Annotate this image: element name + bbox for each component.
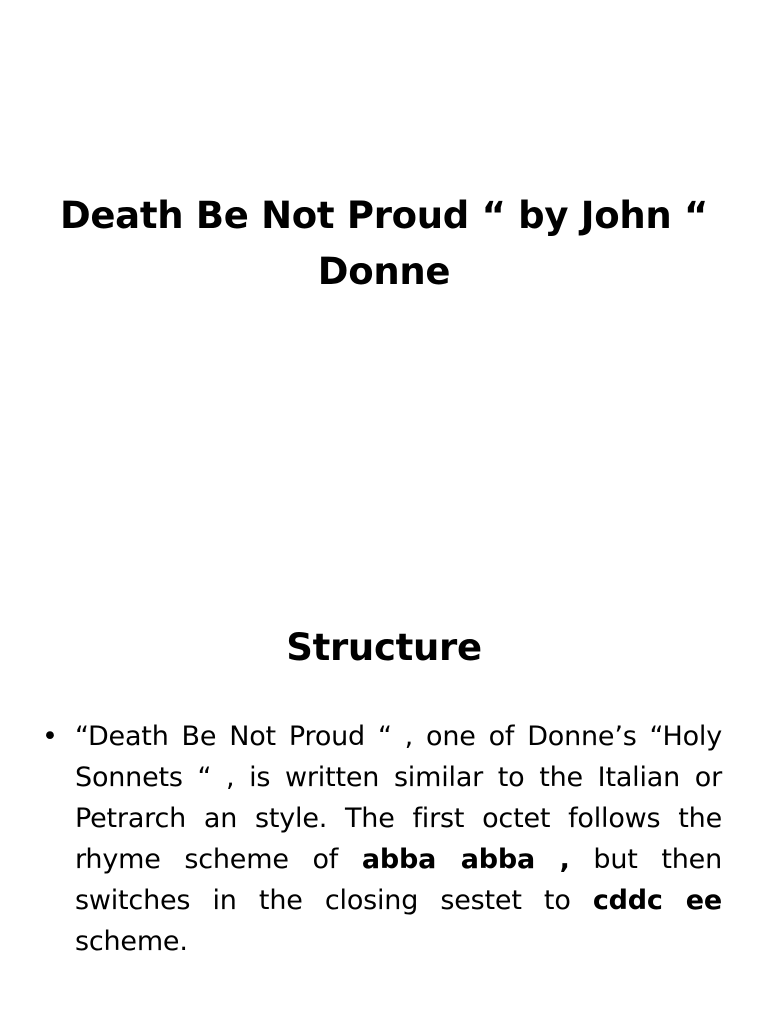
bullet-text-part1: “Death Be Not Proud “ , one of Donne’s “Holy Sonnets “ , is written similar to the Italian or Petrarch an style. The first octet follows the rhyme scheme of [75, 721, 722, 875]
bullet-list [40, 716, 722, 962]
bullet-text-part3: scheme. [75, 926, 188, 957]
slide-structure [0, 512, 768, 1024]
rhyme-scheme-octet: abba abba , [361, 844, 570, 875]
bullet-text-part2: but then switches in the closing sestet to [75, 844, 723, 916]
bullet-dot-icon: • [42, 721, 58, 752]
structure-heading: Structure [286, 626, 482, 669]
rhyme-scheme-sestet: cddc ee [592, 885, 723, 916]
slide-title-heading: Death Be Not Proud “ by John “ Donne [59, 194, 709, 293]
bullet-item [40, 716, 722, 962]
